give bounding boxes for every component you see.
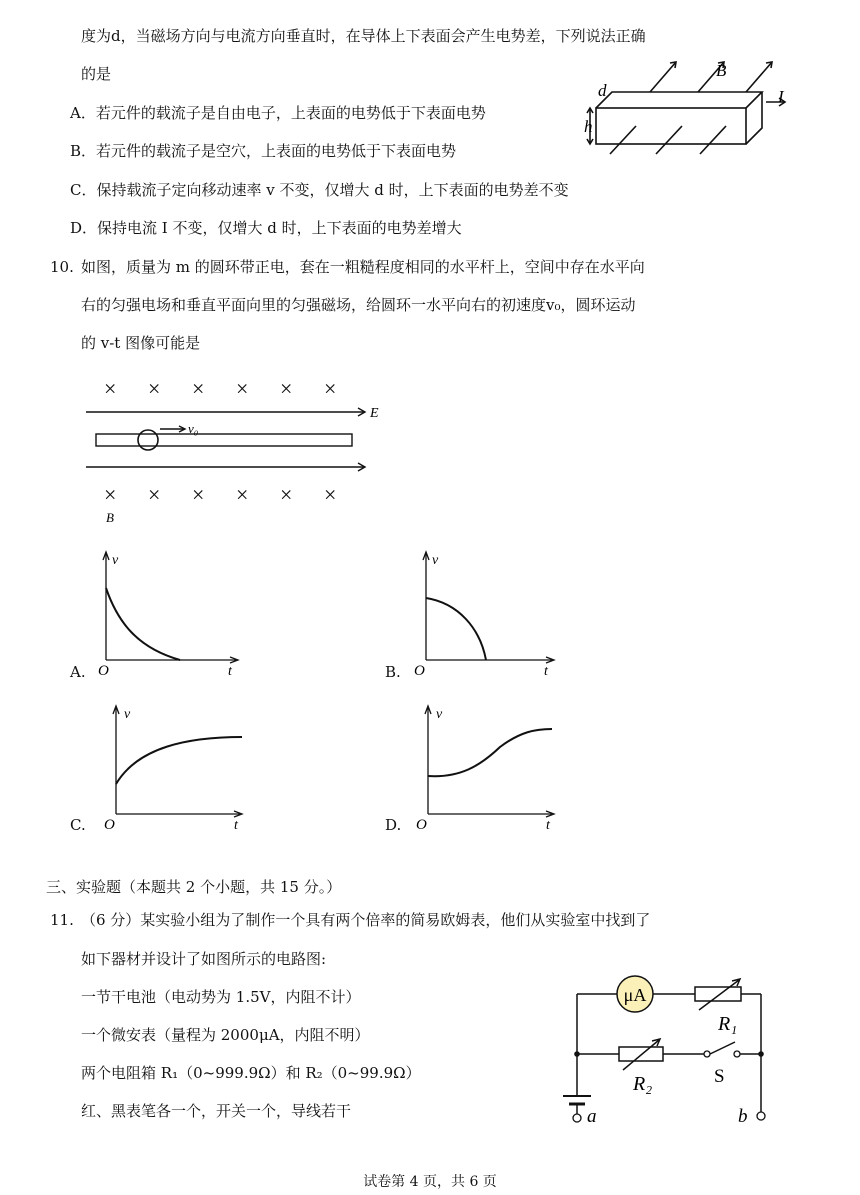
- q9-stem-line-2: 的是: [81, 65, 112, 83]
- label-r2: R₂: [633, 1073, 653, 1095]
- field-cross: ×: [280, 376, 293, 401]
- page-footer: 试卷第 4 页，共 6 页: [363, 1174, 497, 1190]
- q9-stem-line-1: 度为d，当磁场方向与电流方向垂直时，在导体上下表面会产生电势差，下列说法正确: [81, 27, 646, 45]
- label-r1: R₁: [718, 1013, 738, 1035]
- label-b: B: [716, 61, 727, 80]
- field-cross: ×: [148, 376, 161, 401]
- field-cross: ×: [236, 482, 249, 507]
- axis-t: t: [228, 664, 232, 679]
- graph-a-label: A.: [70, 663, 86, 681]
- axis-t: t: [544, 664, 548, 679]
- label-v0: v₀: [188, 421, 199, 436]
- field-cross: ×: [192, 376, 205, 401]
- q9-option-d: D．保持电流 I 不变，仅增大 d 时，上下表面的电势差增大: [70, 219, 462, 237]
- section-heading: 三、实验题（本题共 2 个小题，共 15 分。）: [46, 878, 342, 896]
- q10-stem-line-1: 如图，质量为 m 的圆环带正电，套在一粗糙程度相同的水平杆上，空间中存在水平向: [81, 258, 645, 276]
- graph-c-label: C.: [70, 816, 86, 834]
- meter-label: μA: [623, 985, 647, 1005]
- q9-option-b: B．若元件的载流子是空穴，上表面的电势低于下表面电势: [70, 142, 457, 160]
- axis-v: v: [124, 707, 131, 722]
- field-cross: ×: [192, 482, 205, 507]
- graph-a: [98, 548, 248, 679]
- field-cross: ×: [236, 376, 249, 401]
- field-cross: ×: [104, 482, 117, 507]
- q11-item-microammeter: 一个微安表（量程为 2000μA，内阻不明）: [81, 1026, 370, 1044]
- field-cross: ×: [324, 482, 337, 507]
- q11-item-accessories: 红、黑表笔各一个，开关一个，导线若干: [81, 1102, 352, 1120]
- field-cross: ×: [324, 376, 337, 401]
- q9-option-c: C．保持载流子定向移动速率 v 不变，仅增大 d 时，上下表面的电势差不变: [70, 181, 569, 199]
- ohmmeter-circuit: [555, 968, 780, 1128]
- label-i: I: [778, 87, 784, 106]
- q11-item-battery: 一节干电池（电动势为 1.5V，内阻不计）: [81, 988, 361, 1006]
- label-switch: S: [714, 1066, 725, 1087]
- q10-stem-line-3: 的 v-t 图像可能是: [81, 334, 201, 352]
- origin: O: [104, 817, 115, 833]
- field-cross: ×: [148, 482, 161, 507]
- q10-number: 10.: [50, 258, 74, 276]
- origin: O: [98, 663, 109, 679]
- q11-stem-line-1: （6 分）某实验小组为了制作一个具有两个倍率的简易欧姆表，他们从实验室中找到了: [81, 911, 651, 929]
- q9-option-a: A．若元件的载流子是自由电子，上表面的电势低于下表面电势: [70, 104, 486, 122]
- q11-stem-line-2: 如下器材并设计了如图所示的电路图:: [81, 950, 327, 968]
- axis-t: t: [234, 818, 238, 833]
- q10-stem-line-2: 右的匀强电场和垂直平面向里的匀强磁场，给圆环一水平向右的初速度v₀，圆环运动: [81, 296, 636, 314]
- axis-t: t: [546, 818, 550, 833]
- q11-number: 11.: [50, 911, 74, 929]
- label-a: a: [587, 1106, 597, 1127]
- label-b: b: [738, 1106, 748, 1127]
- hall-effect-block-figure: [580, 52, 800, 162]
- q11-item-resistor-boxes: 两个电阻箱 R₁（0~999.9Ω）和 R₂（0~99.9Ω）: [81, 1064, 421, 1082]
- label-d: d: [598, 81, 607, 100]
- graph-c: [104, 702, 258, 833]
- graph-d-label: D.: [385, 816, 402, 834]
- graph-b: [414, 548, 568, 679]
- label-e: E: [370, 406, 379, 421]
- field-cross: ×: [104, 376, 117, 401]
- label-b: B: [106, 510, 114, 525]
- axis-v: v: [436, 707, 443, 722]
- field-cross: ×: [280, 482, 293, 507]
- origin: O: [416, 817, 427, 833]
- ring-on-rod-figure: [80, 370, 400, 530]
- graph-b-label: B.: [385, 663, 401, 681]
- axis-v: v: [432, 553, 439, 568]
- label-h: h: [584, 117, 593, 136]
- axis-v: v: [112, 553, 119, 568]
- origin: O: [414, 663, 425, 679]
- graph-d: [416, 702, 570, 833]
